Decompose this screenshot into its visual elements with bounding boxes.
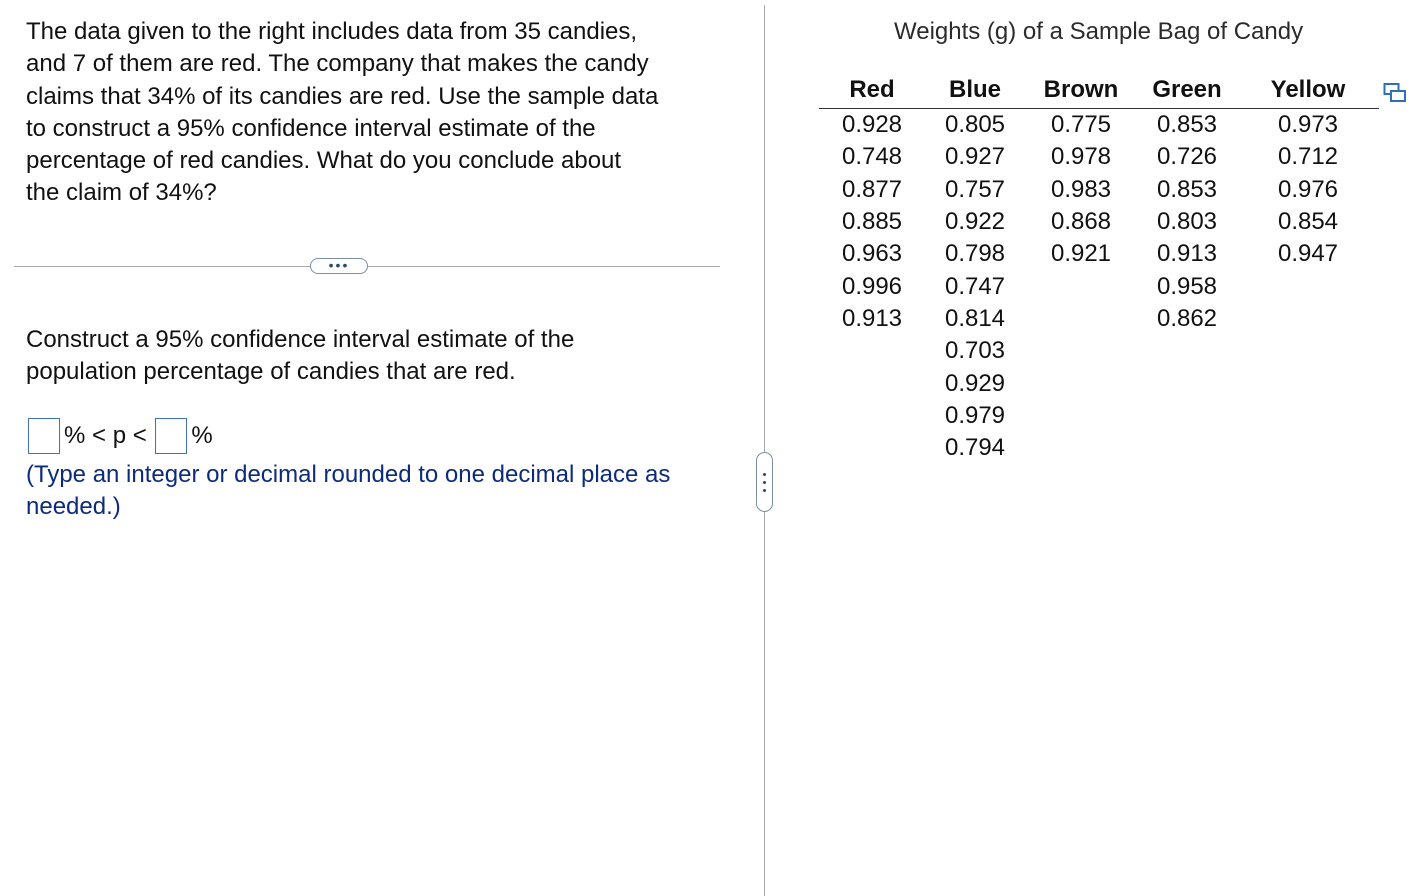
table-cell: 0.853: [1156, 111, 1218, 139]
table-cell: 0.963: [841, 240, 903, 268]
table-row: [819, 432, 1379, 464]
table-row: [819, 303, 1379, 335]
table-cell: 0.794: [944, 434, 1006, 462]
question-line: The data given to the right includes data from 35 candies,: [26, 18, 638, 45]
lower-bound-input[interactable]: [28, 418, 60, 454]
table-cell: 0.913: [841, 304, 903, 332]
dot-icon: [763, 473, 766, 476]
table-cell: 0.853: [1156, 175, 1218, 203]
table-cell: [1025, 335, 1137, 367]
table-cell: 0.922: [944, 208, 1006, 236]
table-cell: [1025, 367, 1137, 399]
pane-splitter: [764, 5, 765, 896]
table-cell: 0.983: [1050, 175, 1112, 203]
table-cell: 0.757: [944, 175, 1006, 203]
table-row: [819, 367, 1379, 399]
table-cell: 0.814: [944, 304, 1006, 332]
table-cell: [1237, 432, 1379, 464]
table-cell: [819, 335, 925, 367]
table-cell: 0.868: [1050, 208, 1112, 236]
table-cell: 0.947: [1277, 240, 1339, 268]
table-cell: [1137, 335, 1237, 367]
question-line: and 7 of them are red. The company that makes the candy: [26, 50, 649, 78]
table-cell: [1025, 432, 1137, 464]
table-cell: 0.726: [1156, 143, 1218, 171]
dot-icon: [763, 481, 766, 484]
table-cell: 0.929: [944, 369, 1006, 397]
table-cell: [1137, 400, 1237, 432]
table-cell: [1237, 335, 1379, 367]
table-cell: 0.885: [841, 208, 903, 236]
table-cell: 0.748: [841, 143, 903, 171]
table-title: Weights (g) of a Sample Bag of Candy: [894, 18, 1304, 45]
copy-to-clipboard-icon[interactable]: [1383, 82, 1407, 104]
table-cell: 0.703: [944, 337, 1006, 365]
table-cell: 0.927: [944, 143, 1006, 171]
table-row: [819, 400, 1379, 432]
table-cell: 0.979: [944, 401, 1006, 429]
inequality-text: % < p <: [64, 422, 154, 449]
table-cell: [819, 367, 925, 399]
table-cell: 0.877: [841, 175, 903, 203]
table-row: [819, 174, 1379, 206]
table-row: [819, 270, 1379, 302]
column-header-red: Red: [819, 72, 925, 109]
table-cell: 0.862: [1156, 304, 1218, 332]
table-row: [819, 335, 1379, 367]
question-line: the claim of 34%?: [26, 179, 217, 207]
table-header-row: [819, 72, 1379, 109]
column-header-green: Green: [1137, 72, 1237, 109]
table-cell: [819, 400, 925, 432]
table-row: [819, 141, 1379, 173]
table-cell: 0.976: [1277, 175, 1339, 203]
table-cell: [1025, 303, 1137, 335]
table-cell: 0.775: [1050, 111, 1112, 139]
splitter-handle[interactable]: [756, 452, 773, 512]
table-cell: [1237, 270, 1379, 302]
table-cell: 0.958: [1156, 272, 1218, 300]
table-cell: 0.798: [944, 240, 1006, 268]
question-line: percentage of red candies. What do you conclude about: [26, 147, 622, 175]
table-cell: 0.747: [944, 272, 1006, 300]
table-cell: [1025, 270, 1137, 302]
table-cell: 0.921: [1050, 240, 1112, 268]
table-cell: 0.712: [1277, 143, 1339, 171]
table-cell: 0.803: [1156, 208, 1218, 236]
confidence-interval-answer: [28, 416, 215, 456]
prompt-line: population percentage of candies that are red.: [26, 358, 516, 385]
candy-weights-table: [819, 72, 1379, 464]
dot-icon: [763, 489, 766, 492]
question-line: to construct a 95% confidence interval estimate of the: [26, 114, 596, 142]
table-cell: 0.928: [841, 111, 903, 139]
table-row: [819, 109, 1379, 142]
question-text: [26, 16, 726, 210]
table-cell: [1137, 367, 1237, 399]
column-header-brown: Brown: [1025, 72, 1137, 109]
table-cell: 0.854: [1277, 208, 1339, 236]
column-header-blue: Blue: [925, 72, 1025, 109]
column-header-yellow: Yellow: [1237, 72, 1379, 109]
table-cell: 0.805: [944, 111, 1006, 139]
table-body: [819, 109, 1379, 465]
table-cell: [1237, 303, 1379, 335]
question-line: claims that 34% of its candies are red. Use the sample data: [26, 82, 659, 110]
percent-suffix: %: [191, 422, 213, 449]
table-cell: [1237, 400, 1379, 432]
upper-bound-input[interactable]: [155, 418, 187, 454]
table-cell: [1025, 400, 1137, 432]
answer-hint: (Type an integer or decimal rounded to one decimal place as needed.): [26, 461, 671, 520]
table-row: [819, 206, 1379, 238]
answer-prompt: [26, 324, 574, 388]
table-cell: [1237, 367, 1379, 399]
table-cell: 0.996: [841, 272, 903, 300]
table-cell: [819, 432, 925, 464]
table-cell: [1137, 432, 1237, 464]
prompt-line: Construct a 95% confidence interval estimate of the: [26, 326, 575, 353]
table-cell: 0.978: [1050, 143, 1112, 171]
table-row: [819, 238, 1379, 270]
table-cell: 0.913: [1156, 240, 1218, 268]
more-options-button[interactable]: •••: [310, 258, 368, 274]
table-cell: 0.973: [1277, 111, 1339, 139]
